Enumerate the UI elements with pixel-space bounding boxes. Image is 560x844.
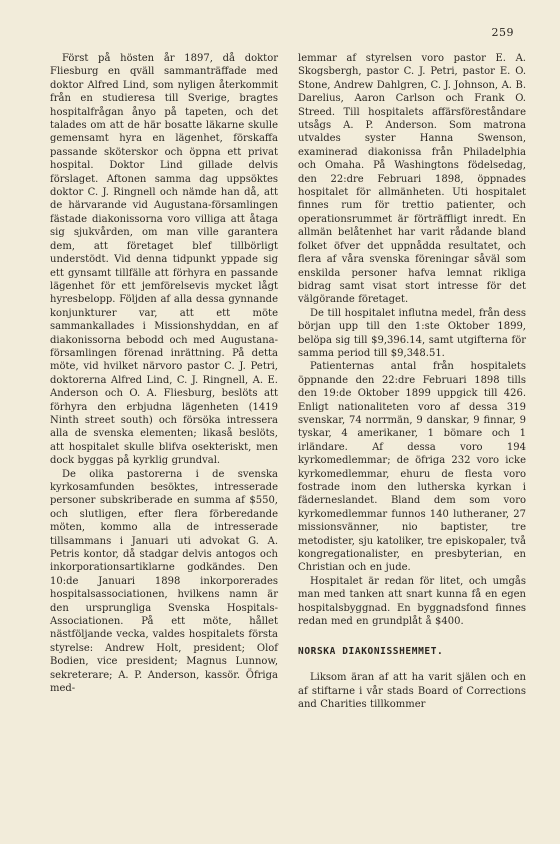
paragraph: Hospitalet är redan för litet, och umgås man med tanken att snart kunna få en egen hospitalsbyggnad. En byggnadsfond finnes redan med en grundplåt å $400. [298,575,526,628]
left-column [50,52,278,712]
paragraph: Patienternas antal från hospitalets öppnande den 22:dre Februari 1898 tills den 19:de Oktober 1899 uppgick till 426. Enligt nationaliteten voro af dessa 319 svenskar, 74 norrmän, 9 danskar, 9 finnar, 9 tyskar, 4 amerikaner, 1 bömare och 1 irländare. Af dessa voro 194 kyrkomedlemmar; de öfriga 232 voro icke kyrkomedlemmar, ehuru de flesta voro fostrade inom den lutherska kyrkan i fäderneslandet. Bland dem som voro kyrkomedlemmar funnos 140 lutheraner, 27 missionsvänner, nio baptister, tre metodister, sju katoliker, tre episkopaler, två kongregationalister, en presbyterian, en Christian och en jude. [298,361,526,574]
right-column [298,52,526,712]
text-columns [50,52,526,712]
paragraph: Liksom äran af att ha varit själen och en af stiftarne i vår stads Board of Corrections and Charities tillkommer [298,672,526,711]
paragraph: De till hospitalet influtna medel, från dess början upp till den 1:ste Oktober 1899, belöpa sig till $9,396.14, samt utgifterna för samma period till $9,348.51. [298,307,526,359]
section-heading: NORSKA DIAKONISSHEMMET. [298,646,444,658]
paragraph: lemmar af styrelsen voro pastor E. A. Skogsbergh, pastor C. J. Petri, pastor E. O. Stone, Andrew Dahlgren, C. J. Johnson, A. B. Darelius, Aaron Carlson och Frank O. Streed. Till hospitalets affärsföreståndare utsågs A. P. Anderson. Som matrona utvaldes syster Hanna Swenson, examinerad diakonissa från Philadelphia och Omaha. På Washingtons födelsedag, den 22:dre Februari 1898, öppnades hospitalet för allmänheten. Uti hospitalet finnes rum för trettio patienter, och operationsrummet är förträffligt inredt. En allmän belåtenhet har varit rådande bland folket öfver det uppnådda resultatet, och flera af våra svenska föreningar såväl som enskilda personer hafva lemnat rikliga bidrag samt visat stort intresse för det välgörande företaget. [298,53,526,306]
paragraph: Först på hösten år 1897, då doktor Fliesburg en qväll sammanträffade med doktor Alfred Lind, som nyligen återkommit från en studieresa till Sverige, bragtes hospitalfrågan ånyo på tapeten, och det talades om att de här bosatte läkarne skulle gemensamt hyra en lägenhet, förskaffa passande sköterskor och öppna ett privat hospital. Doktor Lind gillade delvis förslaget. Aftonen samma dag uppsöktes doktor C. J. Ringnell och nämde han då, att de härvarande vid Augustana-församlingen fästade diakonissorna voro villiga att åtaga sig sjukvården, om man ville garantera dem, att företaget blef tillbörligt understödt. Vid denna tidpunkt yppade sig ett gynsamt tillfälle att förhyra en passande lägenhet för ett jemförelsevis mycket lågt hyresbelopp. Följden af alla dessa gynnande konjunkturer var, att ett möte sammankallades i Missionshyddan, en af diakonissorna bebodd och med Augustana-församlingen förenad inrättning. På detta möte, vid hvilket närvoro pastor C. J. Petri, doktorerna Alfred Lind, C. J. Ringnell, A. E. Anderson och O. A. Fliesburg, beslöts att förhyra den erbjudna lägenheten (1419 Ninth street south) och försöka intressera alla de svenska elementen; likaså beslöts, att hospitalet skulle blifva osekteriskt, men dock byggas på kyrklig grundval. [50,53,278,467]
paragraph: De olika pastorerna i de svenska kyrkosamfunden besöktes, intresserade personer subskriberade en summa af $550, och slutligen, efter flera förberedande möten, kommo alla de intresserade tillsammans i Januari uti advokat G. A. Petris kontor, då stadgar delvis antogos och inkorporationsartiklarne godkändes. Den 10:de Januari 1898 inkorporerades hospitalsassociationen, hvilkens namn är den ursprungliga Svenska Hospitals-Associationen. På ett möte, hållet nästföljande vecka, valdes hospitalets första styrelse: Andrew Holt, president; Olof Bodien, vice president; Magnus Lunnow, sekreterare; A. P. Anderson, kassör. Öfriga med- [50,468,278,695]
page-number: 259 [491,26,514,39]
